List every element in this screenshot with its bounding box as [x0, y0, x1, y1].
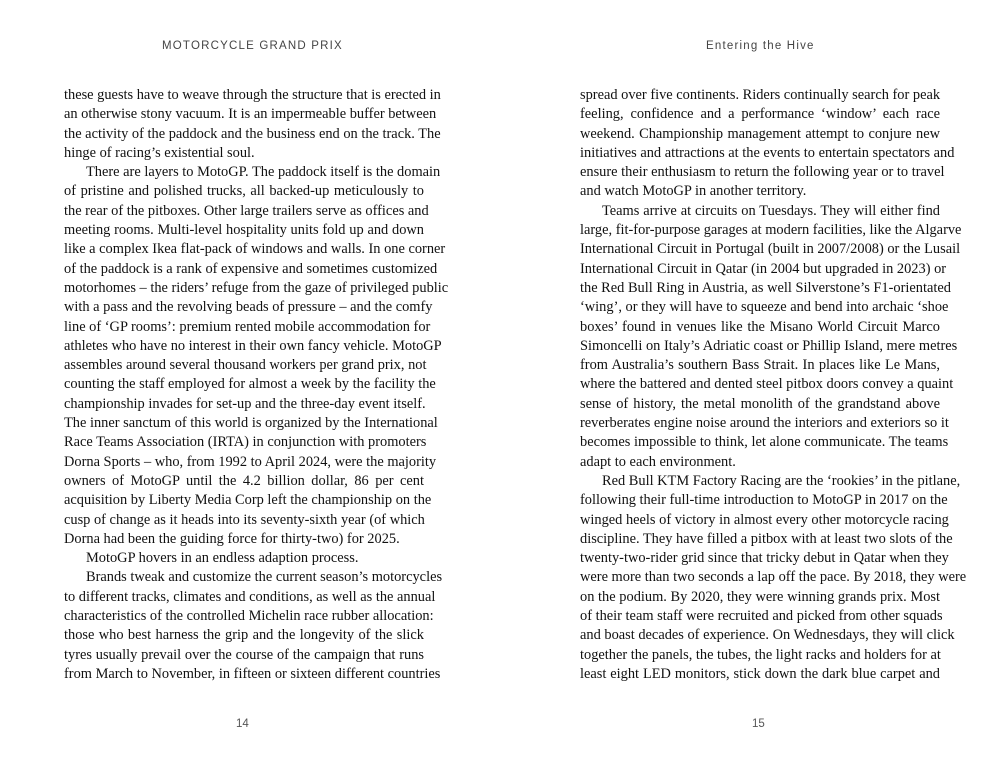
- text-line: Dorna had been the guiding force for thirty-two) for 2025.: [64, 530, 400, 547]
- text-line: owners of MotoGP until the 4.2 billion dollar, 86 per cent: [64, 472, 424, 489]
- text-line: to different tracks, climates and conditions, as well as the annual: [64, 588, 436, 605]
- text-line: the rear of the pitboxes. Other large trailers serve as offices and: [64, 202, 429, 219]
- text-line: from March to November, in fifteen or sixteen different countries: [64, 665, 441, 682]
- text-line: hinge of racing’s existential soul.: [64, 144, 255, 161]
- text-line: together the panels, the tubes, the light racks and holders for at: [580, 646, 941, 663]
- text-line: large, fit-for-purpose garages at modern facilities, like the Algarve: [580, 222, 962, 239]
- text-line: line of ‘GP rooms’: premium rented mobile accommodation for: [64, 318, 431, 335]
- text-line: athletes who have no interest in their own fancy vehicle. MotoGP: [64, 337, 442, 354]
- text-line: boxes’ found in venues like the Misano World Circuit Marco: [580, 318, 940, 335]
- text-line: initiatives and attractions at the events to entertain spectators and: [580, 144, 955, 161]
- right-page-body: [580, 86, 967, 684]
- text-line: twenty-two-rider grid since that tricky debut in Qatar when they: [580, 550, 949, 567]
- text-line: Brands tweak and customize the current season’s motorcycles: [86, 569, 443, 586]
- text-line: tyres usually prevail over the course of the campaign that runs: [64, 646, 424, 663]
- text-line: were more than two seconds a lap off the pace. By 2018, they were: [580, 569, 967, 586]
- page-number-left: 14: [236, 718, 249, 730]
- text-line: There are layers to MotoGP. The paddock itself is the domain: [86, 164, 441, 181]
- text-line: Simoncelli on Italy’s Adriatic coast or Phillip Island, mere metres: [580, 337, 958, 354]
- text-line: International Circuit in Portugal (built in 2007/2008) or the Lusail: [580, 241, 961, 258]
- text-line: characteristics of the controlled Michelin race rubber allocation:: [64, 608, 434, 625]
- text-line: like a complex Ikea flat-pack of windows and walls. In one corner: [64, 241, 446, 258]
- text-line: Teams arrive at circuits on Tuesdays. They will either find: [602, 202, 940, 219]
- text-line: feeling, confidence and a performance ‘window’ each race: [580, 106, 940, 123]
- text-line: adapt to each environment.: [580, 453, 736, 470]
- text-line: on the podium. By 2020, they were winning grands prix. Most: [580, 588, 940, 605]
- text-line: following their full-time introduction to MotoGP in 2017 on the: [580, 492, 948, 509]
- text-line: ensure their enthusiasm to return the following year or to travel: [580, 164, 945, 181]
- text-line: spread over five continents. Riders continually search for peak: [580, 87, 941, 103]
- text-line: winged heels of victory in almost every other motorcycle racing: [580, 511, 949, 528]
- text-line: and watch MotoGP in another territory.: [580, 183, 807, 200]
- text-line: Red Bull KTM Factory Racing are the ‘rookies’ in the pitlane,: [602, 472, 961, 489]
- text-line: Dorna Sports – who, from 1992 to April 2024, were the majority: [64, 453, 437, 470]
- text-line: sense of history, the metal monolith of the grandstand above: [580, 395, 940, 412]
- text-line: the Red Bull Ring in Austria, as well Silverstone’s F1-orientated: [580, 279, 951, 296]
- left-page-body: [64, 86, 449, 684]
- text-line: meeting rooms. Multi-level hospitality units fold up and down: [64, 222, 424, 239]
- text-line: of their team staff were recruited and picked from other squads: [580, 608, 943, 625]
- page-number-right: 15: [752, 718, 765, 730]
- text-line: assembles around several thousand workers per grand prix, not: [64, 357, 427, 374]
- text-line: of the paddock is a rank of expensive and sometimes customized: [64, 260, 438, 277]
- text-line: motorhomes – the riders’ refuge from the gaze of privileged public: [64, 279, 449, 296]
- text-line: the activity of the paddock and the business end on the track. The: [64, 125, 441, 142]
- text-line: Race Teams Association (IRTA) in conjunction with promoters: [64, 434, 427, 451]
- text-line: from Australia’s southern Bass Strait. In places like Le Mans,: [580, 357, 940, 374]
- text-line: and boast decades of experience. On Wednesdays, they will click: [580, 627, 955, 644]
- text-line: International Circuit in Qatar (in 2004 but upgraded in 2023) or: [580, 260, 947, 277]
- text-line: reverberates engine noise around the interiors and exteriors so it: [580, 415, 949, 432]
- text-line: discipline. They have filled a pitbox with at least two slots of the: [580, 530, 953, 547]
- text-line: where the battered and dented steel pitbox doors convey a quaint: [580, 376, 954, 393]
- text-line: becomes impossible to think, let alone communicate. The teams: [580, 434, 949, 451]
- text-line: counting the staff employed for almost a week by the facility the: [64, 376, 436, 393]
- text-line: weekend. Championship management attempt to conjure new: [580, 125, 940, 142]
- text-line: cusp of change as it heads into its seventy-sixth year (of which: [64, 511, 425, 528]
- running-head-right: Entering the Hive: [706, 40, 815, 52]
- text-line: ‘wing’, or they will have to squeeze and bend into archaic ‘shoe: [580, 299, 949, 316]
- text-line: with a pass and the revolving beads of pressure – and the comfy: [64, 299, 433, 316]
- running-head-left: MOTORCYCLE GRAND PRIX: [162, 40, 343, 52]
- text-line: The inner sanctum of this world is organized by the International: [64, 415, 438, 432]
- text-line: of pristine and polished trucks, all backed-up meticulously to: [64, 183, 424, 200]
- text-line: championship invades for set-up and the three-day event itself.: [64, 395, 426, 412]
- text-line: least eight LED monitors, stick down the dark blue carpet and: [580, 665, 940, 682]
- right-page: [500, 0, 1000, 768]
- text-line: those who best harness the grip and the longevity of the slick: [64, 627, 424, 644]
- text-line: an otherwise stony vacuum. It is an impermeable buffer between: [64, 106, 437, 123]
- text-line: these guests have to weave through the structure that is erected in: [64, 87, 441, 103]
- text-line: MotoGP hovers in an endless adaption process.: [86, 550, 359, 567]
- text-line: acquisition by Liberty Media Corp left the championship on the: [64, 492, 432, 509]
